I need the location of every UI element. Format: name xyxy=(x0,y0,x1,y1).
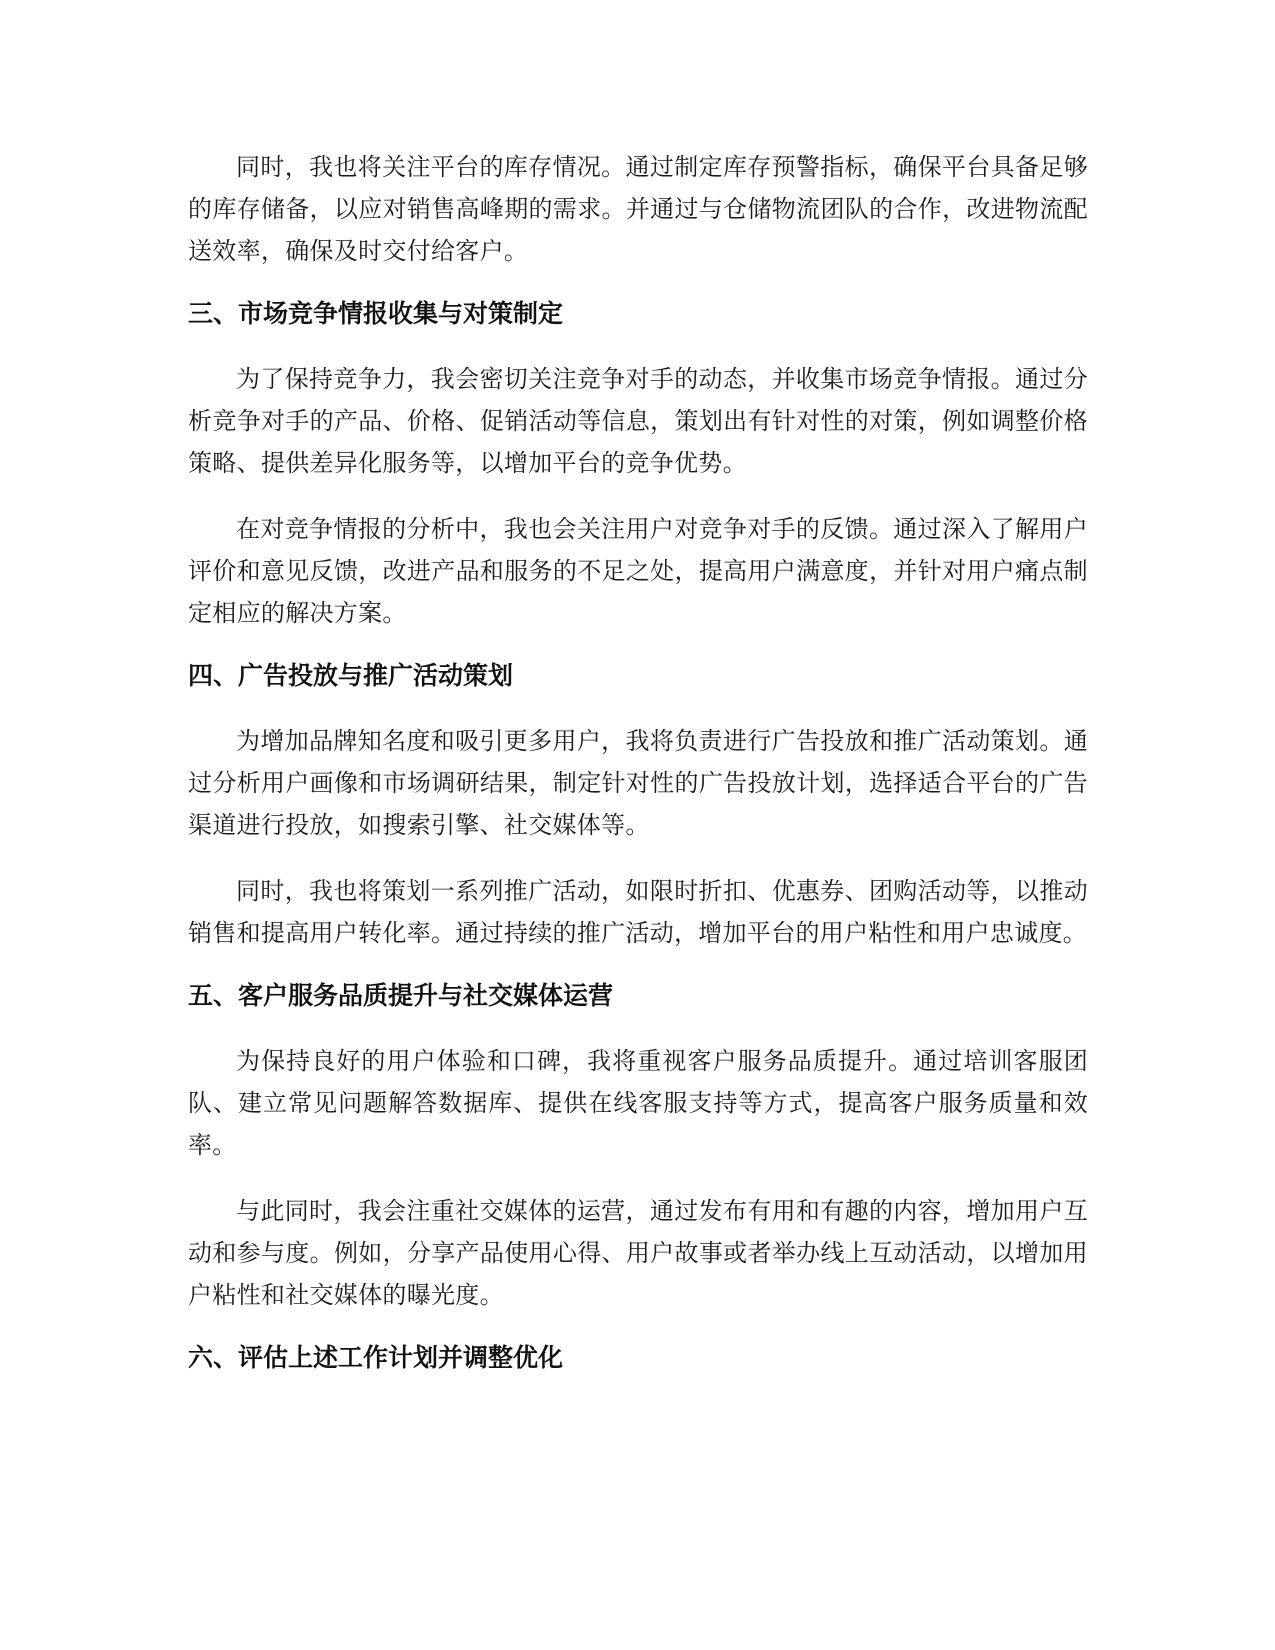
paragraph-social-media: 与此同时，我会注重社交媒体的运营，通过发布有用和有趣的内容，增加用户互动和参与度。例如，分享产品使用心得、用户故事或者举办线上互动活动，以增加用户粘性和社交媒体的曝光度。 xyxy=(188,1197,1088,1309)
section-heading-4: 四、广告投放与推广活动策划 xyxy=(188,661,514,690)
paragraph-advertising: 为增加品牌知名度和吸引更多用户，我将负责进行广告投放和推广活动策划。通过分析用户画像和市场调研结果，制定针对性的广告投放计划，选择适合平台的广告渠道进行投放，如搜索引擎、社交媒体等。 xyxy=(188,727,1088,839)
document-body xyxy=(188,146,1088,1402)
paragraph-competition-intel: 为了保持竞争力，我会密切关注竞争对手的动态，并收集市场竞争情报。通过分析竞争对手的产品、价格、促销活动等信息，策划出有针对性的对策，例如调整价格策略、提供差异化服务等，以增加平台的竞争优势。 xyxy=(188,365,1088,477)
paragraph-promotions: 同时，我也将策划一系列推广活动，如限时折扣、优惠券、团购活动等，以推动销售和提高用户转化率。通过持续的推广活动，增加平台的用户粘性和用户忠诚度。 xyxy=(188,877,1088,947)
section-heading-5: 五、客户服务品质提升与社交媒体运营 xyxy=(188,981,614,1010)
paragraph-competitor-feedback: 在对竞争情报的分析中，我也会关注用户对竞争对手的反馈。通过深入了解用户评价和意见反馈，改进产品和服务的不足之处，提高用户满意度，并针对用户痛点制定相应的解决方案。 xyxy=(188,515,1088,627)
paragraph-customer-service: 为保持良好的用户体验和口碑，我将重视客户服务品质提升。通过培训客服团队、建立常见问题解答数据库、提供在线客服支持等方式，提高客户服务质量和效率。 xyxy=(188,1047,1088,1159)
section-heading-6: 六、评估上述工作计划并调整优化 xyxy=(188,1343,564,1372)
section-heading-3: 三、市场竞争情报收集与对策制定 xyxy=(188,299,564,328)
paragraph-inventory: 同时，我也将关注平台的库存情况。通过制定库存预警指标，确保平台具备足够的库存储备，以应对销售高峰期的需求。并通过与仓储物流团队的合作，改进物流配送效率，确保及时交付给客户。 xyxy=(188,153,1088,265)
